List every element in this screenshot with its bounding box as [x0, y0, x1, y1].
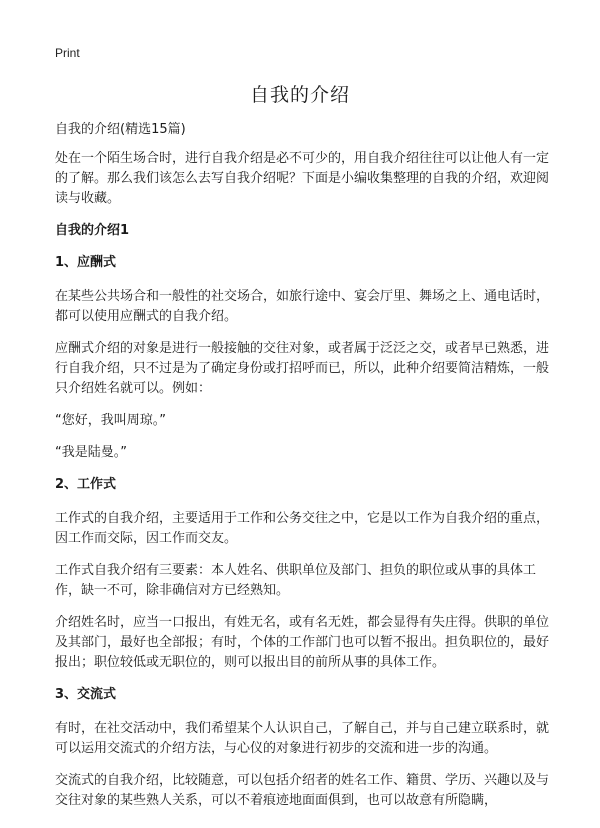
print-link[interactable]: Print	[55, 46, 80, 60]
document-body	[55, 120, 551, 823]
quote-line: “我是陆曼。”	[55, 445, 127, 460]
body-paragraph: 工作式自我介绍有三要素：本人姓名、供职单位及部门、担负的职位或从事的具体工作，缺一不可，除非确信对方已经熟知。	[55, 563, 537, 598]
subsection-heading: 2、工作式	[55, 477, 117, 492]
body-paragraph: 有时，在社交活动中，我们希望某个人认识自己，了解自己，并与自己建立联系时，就可以运用交流式的介绍方法，与心仪的对象进行初步的交流和进一步的沟通。	[55, 721, 550, 756]
body-paragraph: 在某些公共场合和一般性的社交场合，如旅行途中、宴会厅里、舞场之上、通电话时，都可以使用应酬式的自我介绍。	[55, 289, 550, 324]
document-title: 自我的介绍	[249, 84, 350, 106]
section-heading: 自我的介绍1	[55, 223, 130, 238]
body-paragraph: 介绍姓名时，应当一口报出，有姓无名，或有名无姓，都会显得有失庄得。供职的单位及其部门，最好也全部报；有时，个体的工作部门也可以暂不报出。担负职位的，最好报出；职位较低或无职位的，则可以报出目的前所从事的具体工作。	[55, 615, 550, 670]
quote-line: “您好，我叫周琼。”	[55, 413, 166, 428]
body-paragraph: 应酬式介绍的对象是进行一般接触的交往对象，或者属于泛泛之交，或者早已熟悉，进行自我介绍，只不过是为了确定身份或打招呼而已，所以，此种介绍要简洁精炼，一般只介绍姓名就可以。例如：	[55, 341, 550, 396]
document-subtitle: 自我的介绍(精选15篇)	[55, 122, 186, 137]
subsection-heading: 3、交流式	[55, 687, 117, 702]
subsection-heading: 1、应酬式	[55, 255, 117, 270]
body-paragraph: 交流式的自我介绍，比较随意，可以包括介绍者的姓名工作、籍贯、学历、兴趣以及与交往对象的某些熟人关系，可以不着痕迹地面面俱到，也可以故意有所隐瞒，	[55, 773, 550, 808]
intro-paragraph: 处在一个陌生场合时，进行自我介绍是必不可少的，用自我介绍往往可以让他人有一定的了解。那么我们该怎么去写自我介绍呢？下面是小编收集整理的自我的介绍，欢迎阅读与收藏。	[55, 151, 550, 206]
body-paragraph: 工作式的自我介绍，主要适用于工作和公务交往之中，它是以工作为自我介绍的重点，因工作而交际，因工作而交友。	[55, 511, 550, 546]
